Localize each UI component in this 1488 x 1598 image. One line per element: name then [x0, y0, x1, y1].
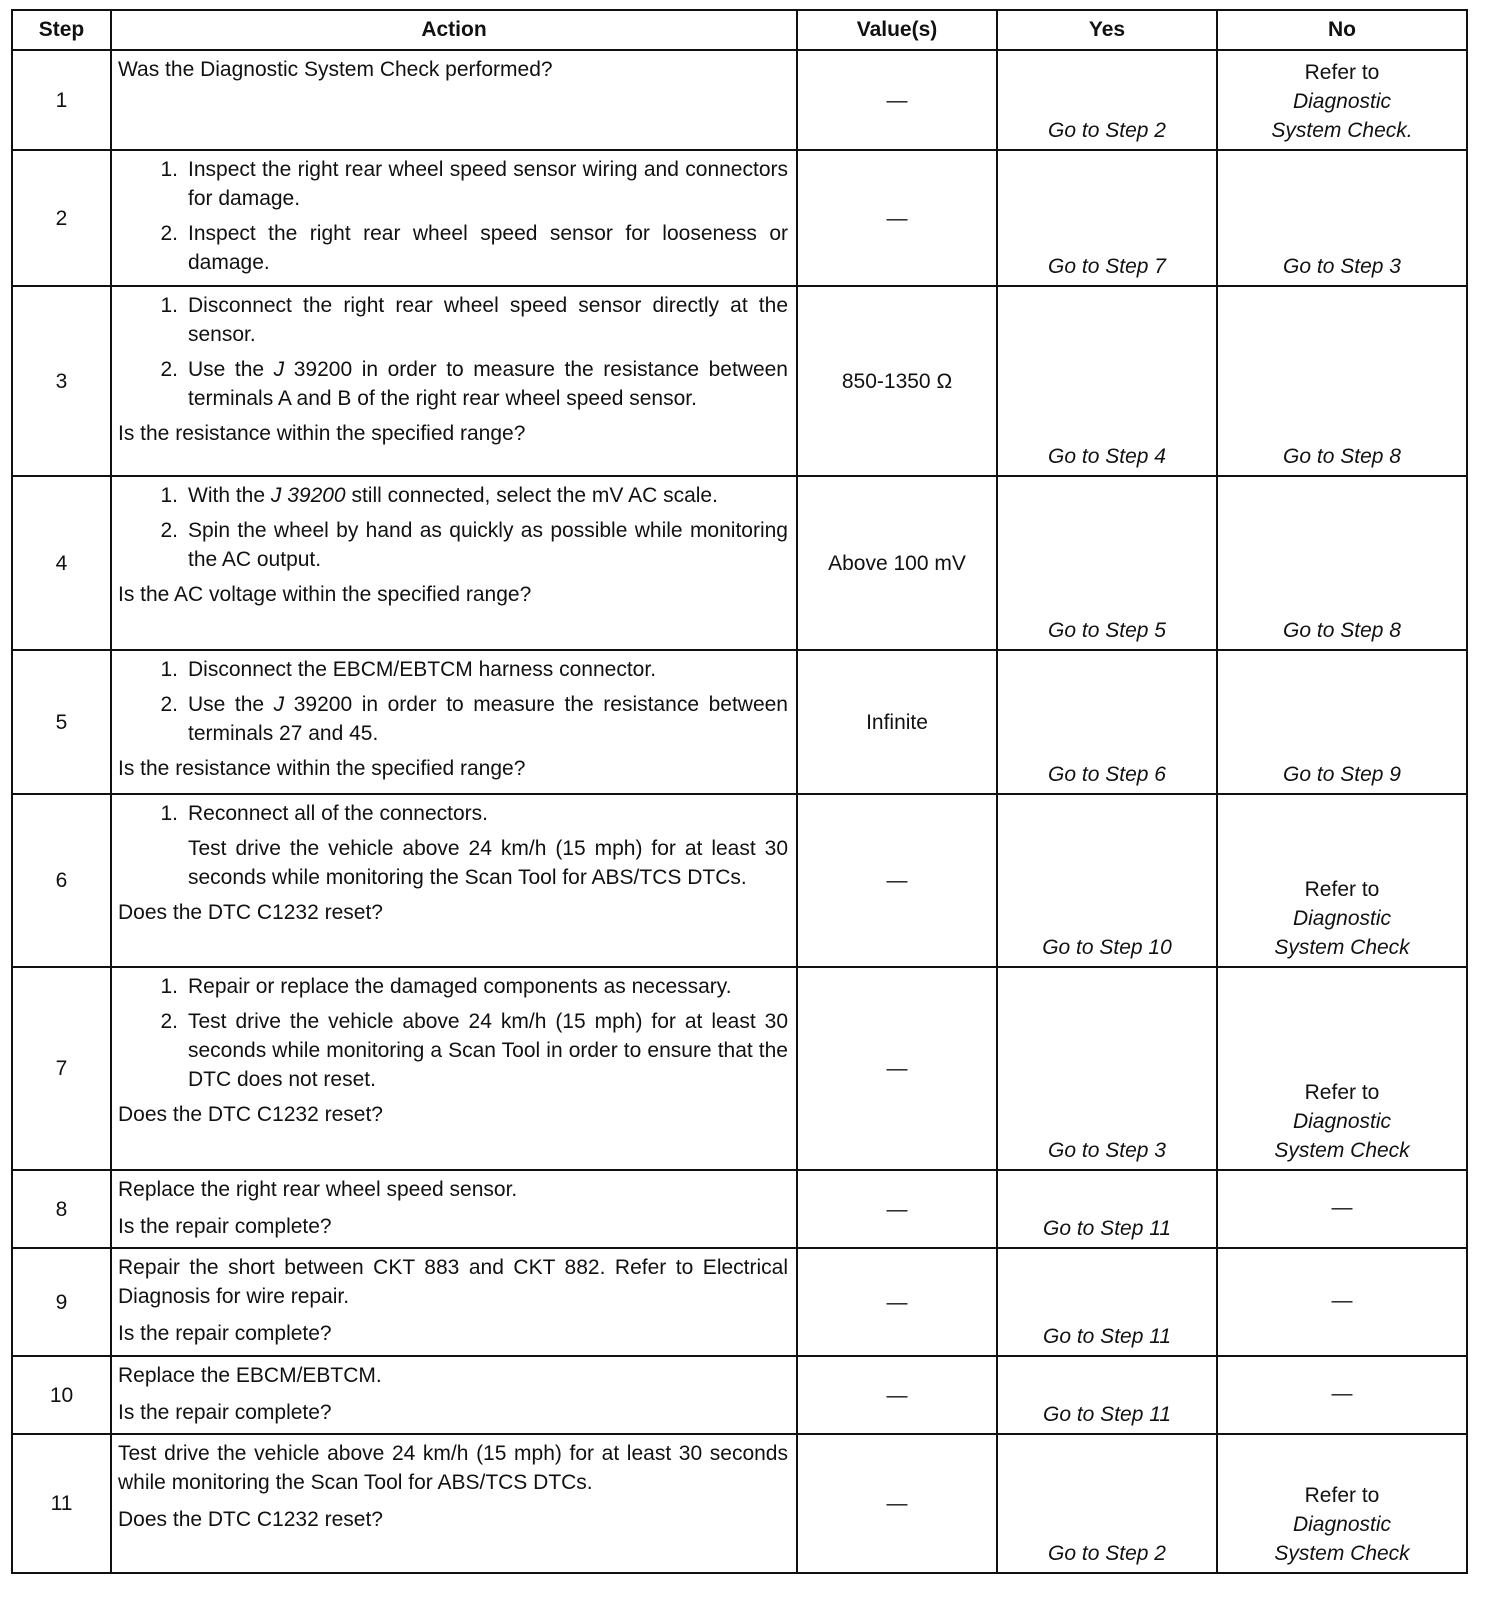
action-cell: [111, 150, 797, 286]
action-cell: [111, 794, 797, 967]
diagnostic-table: [11, 9, 1468, 1574]
action-step: [118, 219, 788, 277]
action-step-number: 2.: [160, 222, 178, 245]
action-step: [118, 481, 788, 510]
value-cell: Infinite: [797, 650, 997, 794]
action-text: Was the Diagnostic System Check performed?: [118, 58, 553, 81]
value-cell: 850-1350 Ω: [797, 286, 997, 476]
no-value: —: [1217, 1170, 1467, 1248]
action-cell: [111, 1248, 797, 1356]
action-question: Does the DTC C1232 reset?: [118, 1103, 383, 1126]
action-cell: [111, 1170, 797, 1248]
action-step-text-part: Use the: [188, 358, 274, 381]
tool-name: J: [273, 693, 285, 716]
action-paragraph: Test drive the vehicle above 24 km/h (15 mph) for at least 30 seconds while monitoring the Scan Tool for ABS/TCS DTCs.: [188, 837, 788, 889]
header-action: Action: [111, 10, 797, 50]
step-number: 4: [12, 476, 111, 650]
yes-link[interactable]: Go to Step 5: [997, 476, 1217, 650]
action-step-number: 1.: [160, 484, 178, 507]
step-number: 2: [12, 150, 111, 286]
refer-link-text: System Check: [1274, 1542, 1410, 1565]
action-step-number: 1.: [160, 802, 178, 825]
value-cell: —: [797, 967, 997, 1170]
step-number: 6: [12, 794, 111, 967]
refer-link-text: Diagnostic: [1292, 90, 1392, 113]
action-step-text: Reconnect all of the connectors.: [188, 802, 489, 825]
yes-link[interactable]: Go to Step 2: [997, 1434, 1217, 1573]
action-steps: [118, 655, 788, 748]
no-link[interactable]: Go to Step 8: [1217, 286, 1467, 476]
action-step: [118, 799, 788, 828]
action-step-text-part: still connected, select the mV AC scale.: [345, 484, 718, 507]
value-cell: —: [797, 1170, 997, 1248]
action-step-text: [188, 355, 788, 413]
refer-link-text: Diagnostic: [1292, 1110, 1392, 1133]
action-step-text: Repair or replace the damaged components as necessary.: [188, 975, 732, 998]
action-step-number: 1.: [160, 158, 178, 181]
action-step-number: 2.: [160, 519, 178, 542]
action-steps: [118, 291, 788, 413]
action-step-number: 1.: [160, 658, 178, 681]
refer-link-text: System Check: [1274, 936, 1410, 959]
action-question: Does the DTC C1232 reset?: [118, 901, 383, 924]
step-row: [12, 286, 1467, 476]
action-step: [118, 1007, 788, 1094]
step-row: [12, 967, 1467, 1170]
action-steps: [118, 972, 788, 1094]
no-link[interactable]: Go to Step 9: [1217, 650, 1467, 794]
header-values: Value(s): [797, 10, 997, 50]
no-cell[interactable]: [1217, 967, 1467, 1170]
action-text: Repair the short between CKT 883 and CKT 882. Refer to Electrical Diagnosis for wire repair.: [118, 1256, 788, 1308]
action-step-text: Inspect the right rear wheel speed sensor for looseness or damage.: [188, 222, 788, 274]
no-value: —: [1217, 1248, 1467, 1356]
refer-link-text: Diagnostic: [1292, 1513, 1392, 1536]
tool-name: J 39200: [270, 484, 346, 507]
action-cell: [111, 286, 797, 476]
action-step-number: 2.: [160, 693, 178, 716]
action-step-number: 1.: [160, 975, 178, 998]
step-row: [12, 50, 1467, 150]
action-cell: [111, 50, 797, 150]
action-cell: [111, 967, 797, 1170]
no-value: —: [1217, 1356, 1467, 1434]
action-question: Is the resistance within the specified range?: [118, 422, 526, 445]
action-text: Replace the right rear wheel speed sensor.: [118, 1178, 518, 1201]
action-step: [118, 655, 788, 684]
step-row: [12, 1248, 1467, 1356]
step-row: [12, 794, 1467, 967]
action-question: Is the AC voltage within the specified range?: [118, 583, 532, 606]
action-step-text: [188, 690, 788, 748]
step-number: 5: [12, 650, 111, 794]
action-cell: [111, 650, 797, 794]
action-text: Replace the EBCM/EBTCM.: [118, 1364, 382, 1387]
refer-to-text: Refer to: [1304, 1081, 1380, 1104]
step-number: 3: [12, 286, 111, 476]
yes-link[interactable]: Go to Step 11: [997, 1248, 1217, 1356]
no-link[interactable]: Go to Step 8: [1217, 476, 1467, 650]
tool-name: J: [273, 358, 285, 381]
no-cell[interactable]: [1217, 794, 1467, 967]
header-yes: Yes: [997, 10, 1217, 50]
action-question: Is the repair complete?: [118, 1215, 332, 1238]
action-step: [118, 690, 788, 748]
action-step-text: Inspect the right rear wheel speed sensor wiring and connectors for damage.: [188, 158, 788, 210]
yes-link[interactable]: Go to Step 11: [997, 1356, 1217, 1434]
yes-link[interactable]: Go to Step 2: [997, 50, 1217, 150]
no-cell[interactable]: [1217, 1434, 1467, 1573]
step-row: [12, 1170, 1467, 1248]
action-step-text: Disconnect the right rear wheel speed sensor directly at the sensor.: [188, 294, 788, 346]
action-step-number: 2.: [160, 1010, 178, 1033]
value-cell: —: [797, 1434, 997, 1573]
action-step-number: 1.: [160, 294, 178, 317]
action-question: Is the resistance within the specified range?: [118, 757, 526, 780]
refer-to-text: Refer to: [1304, 61, 1380, 84]
action-step-text: Test drive the vehicle above 24 km/h (15 mph) for at least 30 seconds while monitoring a Scan Tool in order to ensure that the DTC does not reset.: [188, 1010, 788, 1091]
action-cell: [111, 1356, 797, 1434]
value-cell: —: [797, 150, 997, 286]
header-step: Step: [12, 10, 111, 50]
action-question: Is the repair complete?: [118, 1322, 332, 1345]
diagnostic-table-sheet: [11, 9, 1466, 1574]
action-text: Test drive the vehicle above 24 km/h (15 mph) for at least 30 seconds while monitoring the Scan Tool for ABS/TCS DTCs.: [118, 1442, 788, 1494]
step-row: [12, 150, 1467, 286]
action-step-text: [188, 481, 788, 510]
action-step-text-part: 39200 in order to measure the resistance between terminals A and B of the right rear wheel speed sensor.: [188, 358, 788, 410]
action-step: [118, 516, 788, 574]
action-steps: [118, 481, 788, 574]
yes-link[interactable]: Go to Step 7: [997, 150, 1217, 286]
step-row: [12, 476, 1467, 650]
action-steps: [118, 155, 788, 277]
refer-link-text: Diagnostic: [1292, 907, 1392, 930]
action-step: [118, 972, 788, 1001]
yes-link[interactable]: Go to Step 6: [997, 650, 1217, 794]
refer-link-text: System Check.: [1271, 119, 1413, 142]
step-number: 9: [12, 1248, 111, 1356]
step-number: 10: [12, 1356, 111, 1434]
action-step-text-part: 39200 in order to measure the resistance between terminals 27 and 45.: [188, 693, 788, 745]
step-number: 11: [12, 1434, 111, 1573]
step-row: [12, 650, 1467, 794]
header-no: No: [1217, 10, 1467, 50]
action-step-number: 2.: [160, 358, 178, 381]
yes-link[interactable]: Go to Step 3: [997, 967, 1217, 1170]
step-row: [12, 1434, 1467, 1573]
action-step: [118, 155, 788, 213]
action-step-text: Spin the wheel by hand as quickly as possible while monitoring the AC output.: [188, 519, 788, 571]
value-cell: —: [797, 1356, 997, 1434]
step-number: 7: [12, 967, 111, 1170]
no-cell[interactable]: [1217, 50, 1467, 150]
action-step: [118, 291, 788, 349]
action-step: [118, 355, 788, 413]
step-number: 8: [12, 1170, 111, 1248]
refer-to-text: Refer to: [1304, 878, 1380, 901]
action-step-text-part: Use the: [188, 693, 274, 716]
refer-link-text: System Check: [1274, 1139, 1410, 1162]
no-link[interactable]: Go to Step 3: [1217, 150, 1467, 286]
refer-to-text: Refer to: [1304, 1484, 1380, 1507]
value-cell: —: [797, 50, 997, 150]
action-cell: [111, 1434, 797, 1573]
action-question: Does the DTC C1232 reset?: [118, 1508, 383, 1531]
yes-link[interactable]: Go to Step 4: [997, 286, 1217, 476]
value-cell: Above 100 mV: [797, 476, 997, 650]
action-step-text: Disconnect the EBCM/EBTCM harness connector.: [188, 658, 657, 681]
yes-link[interactable]: Go to Step 10: [997, 794, 1217, 967]
header-row: [12, 10, 1467, 50]
action-steps: [118, 799, 788, 828]
action-step-text-part: With the: [188, 484, 271, 507]
action-question: Is the repair complete?: [118, 1401, 332, 1424]
step-row: [12, 1356, 1467, 1434]
yes-link[interactable]: Go to Step 11: [997, 1170, 1217, 1248]
action-cell: [111, 476, 797, 650]
step-number: 1: [12, 50, 111, 150]
value-cell: —: [797, 1248, 997, 1356]
value-cell: —: [797, 794, 997, 967]
